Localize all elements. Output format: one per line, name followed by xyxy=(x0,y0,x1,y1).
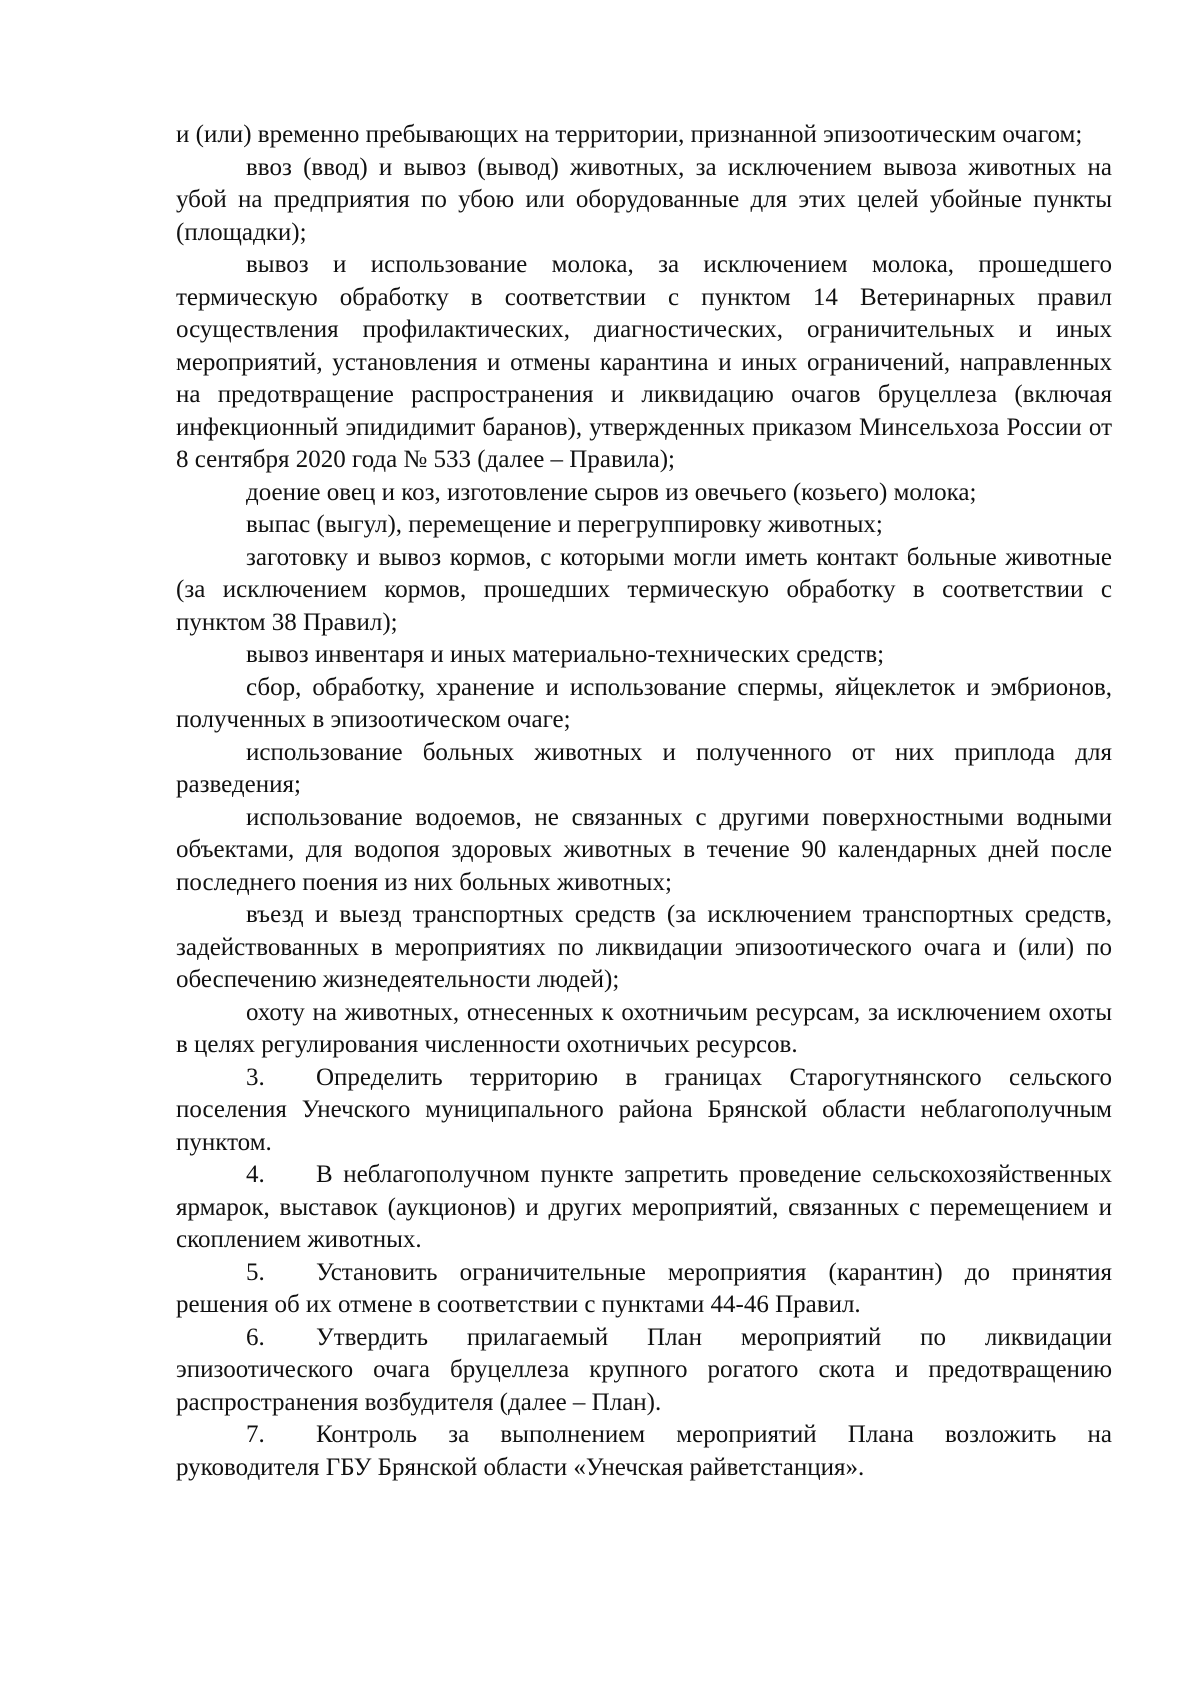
paragraph-4: доение овец и коз, изготовление сыров из овечьего (козьего) молока; xyxy=(246,478,977,506)
item-text: Определить территорию в границах Старогутнянского сельского поселения Унечского муниципального района Брянской области неблагополучным пунктом. xyxy=(176,1063,1112,1156)
item-text: Контроль за выполнением мероприятий Плана возложить на руководителя ГБУ Брянской области «Унечская райветстанция». xyxy=(176,1421,1112,1481)
numbered-item-4 xyxy=(176,1159,1112,1257)
paragraph-1: и (или) временно пребывающих на территории, признанной эпизоотическим очагом; xyxy=(176,121,1083,148)
paragraph-2: ввоз (ввод) и вывоз (вывод) животных, за исключением вывоза животных на убой на предприятия по убою или оборудованные для этих целей убойные пункты (площадки); xyxy=(176,153,1112,246)
numbered-item-7 xyxy=(176,1419,1112,1484)
paragraph-12: охоту на животных, отнесенных к охотничьим ресурсам, за исключением охоты в целях регулирования численности охотничьих ресурсов. xyxy=(176,998,1112,1058)
numbered-item-3 xyxy=(176,1062,1112,1160)
document-body xyxy=(176,119,1112,1484)
paragraph-9: использование больных животных и полученного от них приплода для разведения; xyxy=(176,738,1112,798)
item-text: В неблагополучном пункте запретить проведение сельскохозяйственных ярмарок, выставок (аукционов) и других мероприятий, связанных с перемещением и скоплением животных. xyxy=(176,1161,1112,1253)
paragraph-6: заготовку и вывоз кормов, с которыми могли иметь контакт больные животные (за исключением кормов, прошедших термическую обработку в соответствии с пунктом 38 Правил); xyxy=(176,543,1112,636)
numbered-item-6 xyxy=(176,1322,1112,1420)
paragraph-11: въезд и выезд транспортных средств (за исключением транспортных средств, задействованных в мероприятиях по ликвидации эпизоотического очага и (или) по обеспечению жизнедеятельности людей); xyxy=(176,901,1112,993)
paragraph-7: вывоз инвентаря и иных материально-технических средств; xyxy=(246,641,885,668)
item-number: 7. xyxy=(246,1421,265,1448)
paragraph-5: выпас (выгул), перемещение и перегруппировку животных; xyxy=(246,511,883,538)
item-text: Утвердить прилагаемый План мероприятий по ликвидации эпизоотического очага бруцеллеза крупного рогатого скота и предотвращению распространения возбудителя (далее – План). xyxy=(176,1323,1112,1416)
item-text: Установить ограничительные мероприятия (карантин) до принятия решения об их отмене в соответствии с пунктами 44-46 Правил. xyxy=(176,1258,1112,1318)
item-number: 4. xyxy=(246,1161,265,1188)
paragraph-3: вывоз и использование молока, за исключением молока, прошедшего термическую обработку в соответствии с пунктом 14 Ветеринарных правил осуществления профилактических, диагностических, ограничительных и иных мероприятий, установления и отмены карантина и иных ограничений, направленных на предотвращение распространения и ликвидацию очагов бруцеллеза (включая инфекционный эпидидимит баранов), утвержденных приказом Минсельхоза России от 8 сентября 2020 года № 533 (далее – Правила); xyxy=(176,251,1112,473)
numbered-item-5 xyxy=(176,1257,1112,1322)
paragraph-8: сбор, обработку, хранение и использование спермы, яйцеклеток и эмбрионов, полученных в эпизоотическом очаге; xyxy=(176,673,1112,733)
item-number: 6. xyxy=(246,1323,265,1351)
paragraph-10: использование водоемов, не связанных с другими поверхностными водными объектами, для водопоя здоровых животных в течение 90 календарных дней после последнего поения из них больных животных; xyxy=(176,803,1112,896)
item-number: 5. xyxy=(246,1258,265,1286)
item-number: 3. xyxy=(246,1063,265,1091)
